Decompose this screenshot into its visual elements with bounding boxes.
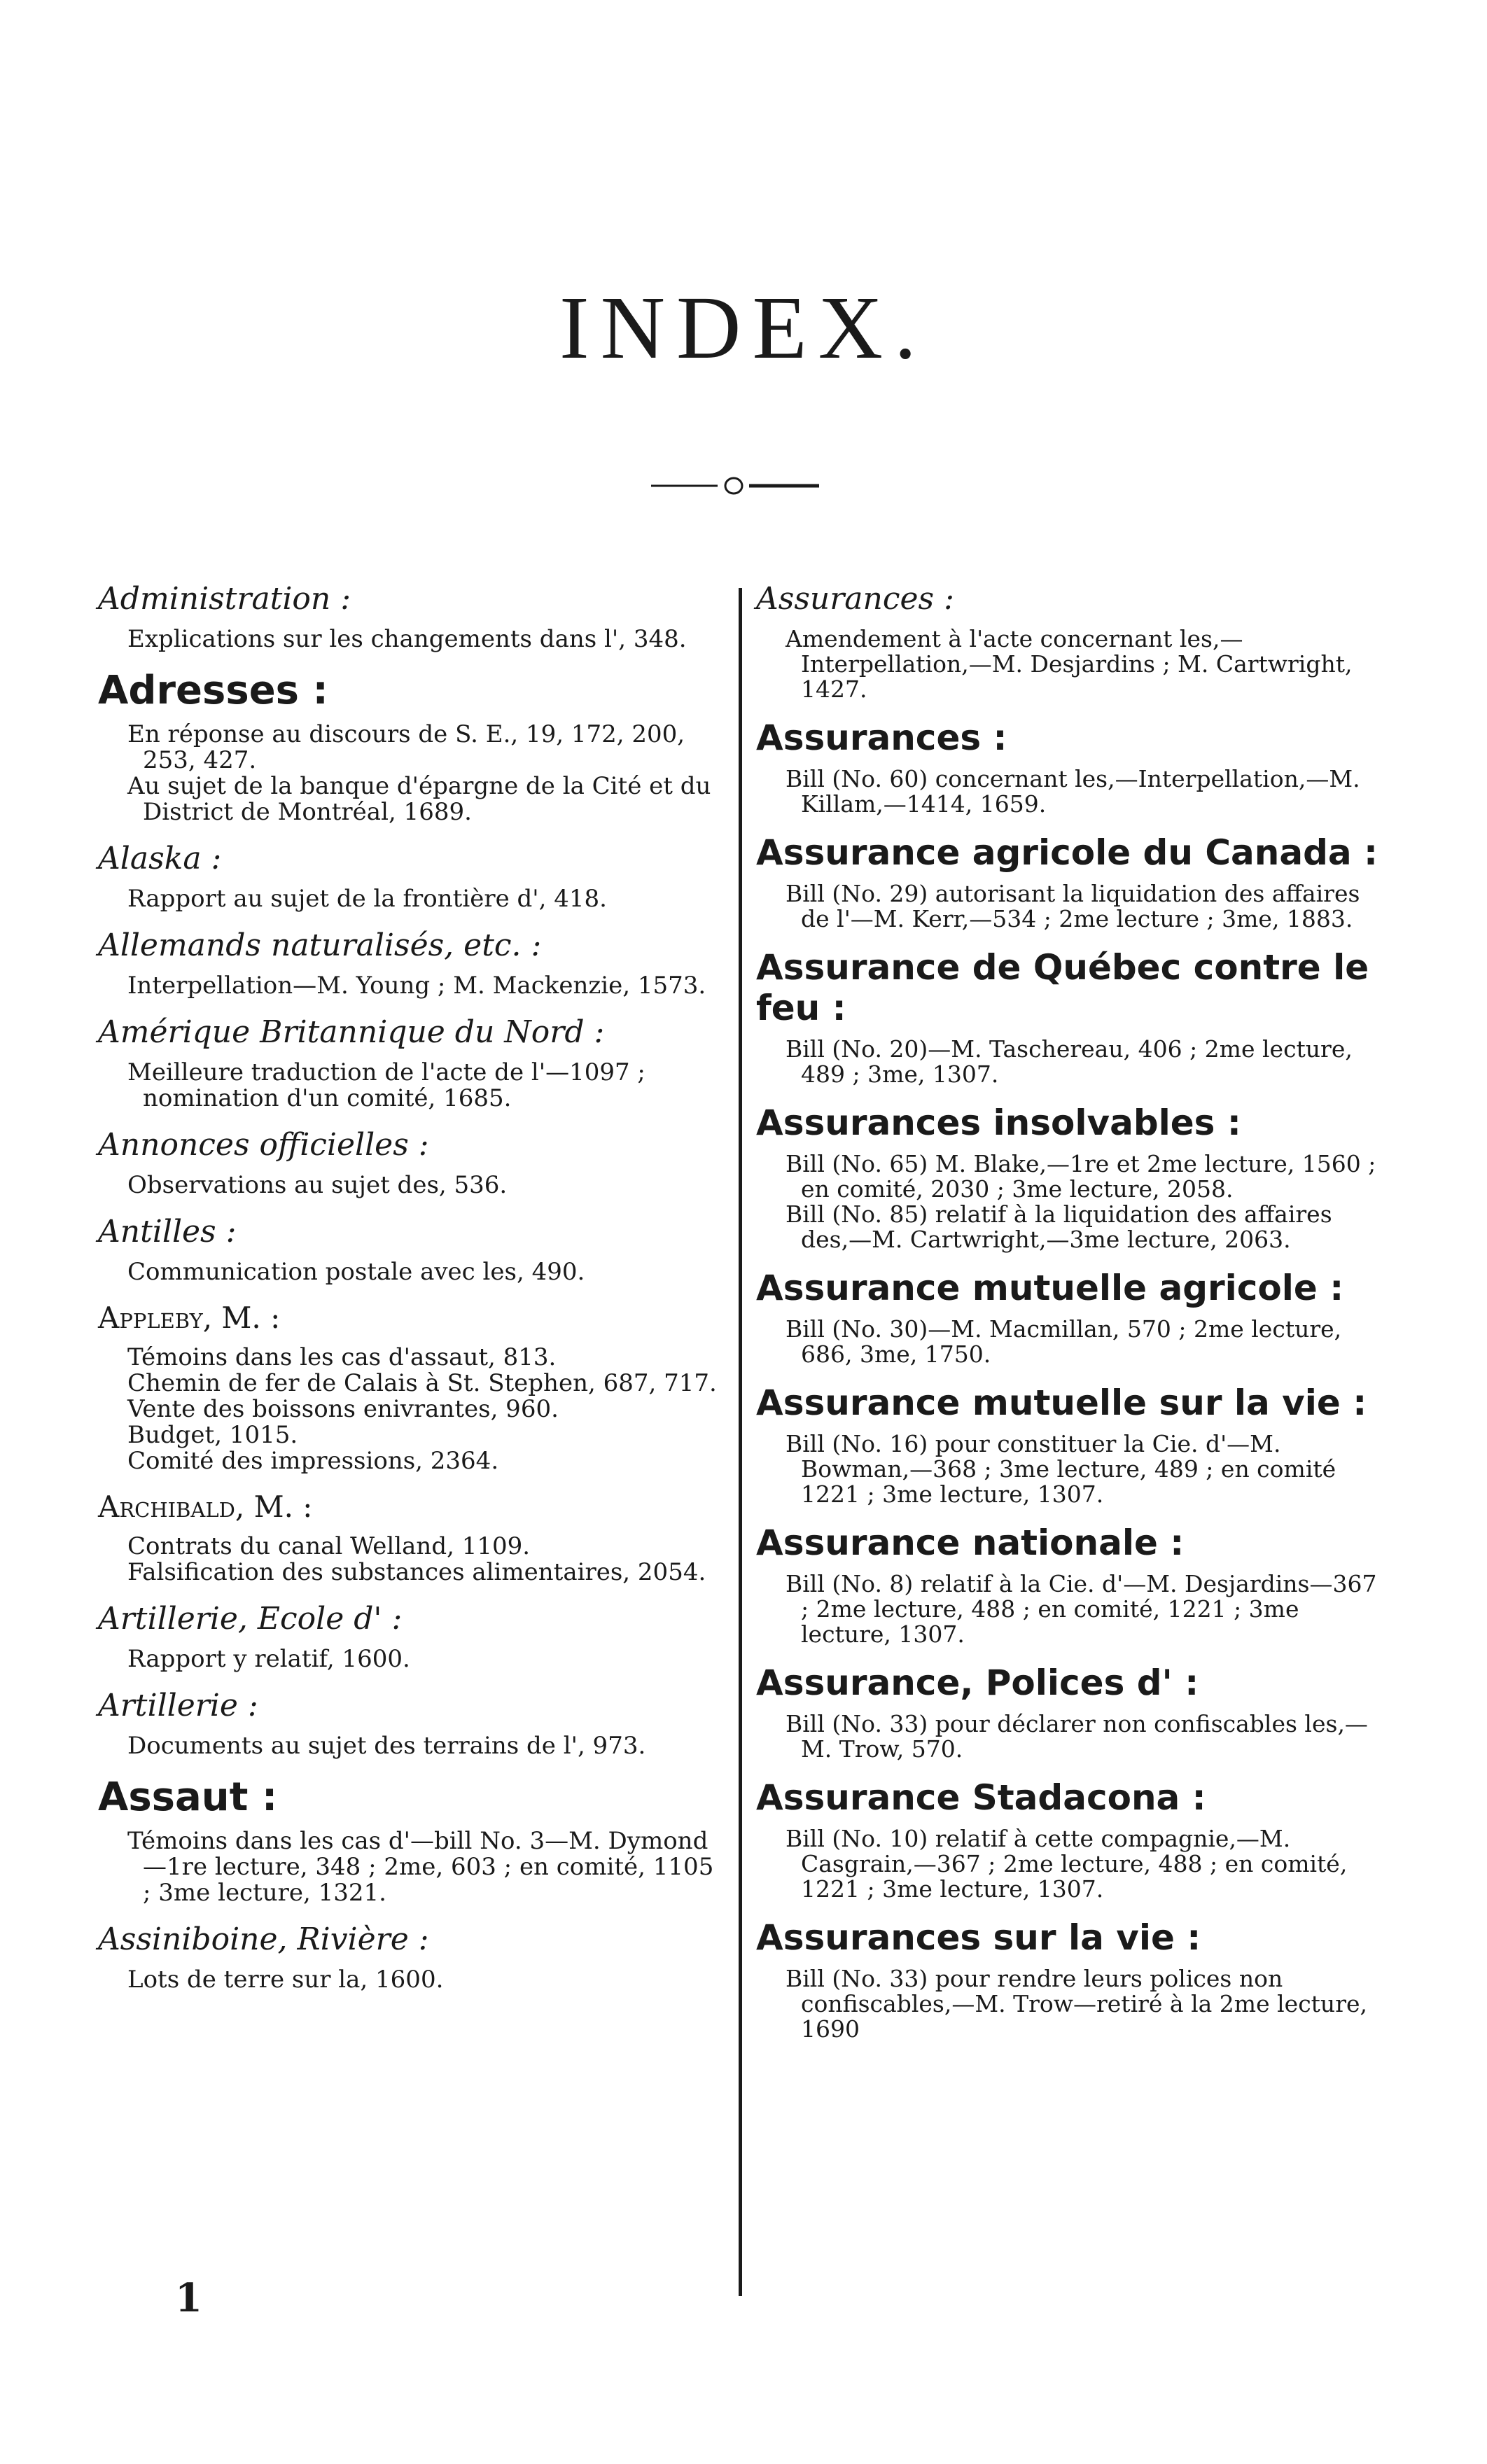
column-divider: [739, 588, 742, 2296]
index-section: [98, 1601, 728, 1672]
index-entry: Budget, 1015.: [127, 1421, 298, 1449]
index-entry: Lots de terre sur la, 1600.: [127, 1966, 444, 1994]
index-entry: Chemin de fer de Calais à St. Stephen, 687, 717.: [127, 1369, 717, 1397]
index-section: [756, 1662, 1379, 1762]
index-heading: Assurances :: [756, 581, 954, 617]
page-number: 1: [175, 2275, 202, 2321]
index-heading: Amérique Britannique du Nord :: [98, 1014, 605, 1050]
index-section: [756, 947, 1379, 1087]
index-entry: Amendement à l'acte concernant les,—Interpellation,—M. Desjardins ; M. Cartwright, 1427.: [786, 625, 1353, 703]
index-section: [98, 1774, 728, 1906]
page-title: INDEX.: [559, 278, 928, 377]
index-section: [756, 1777, 1379, 1902]
index-section: [756, 1522, 1379, 1647]
index-section: [98, 581, 728, 652]
index-section: [98, 668, 728, 825]
index-heading: Administration :: [98, 581, 351, 617]
index-heading: Assurance, Polices d' :: [756, 1662, 1199, 1703]
index-entry: Contrats du canal Welland, 1109.: [127, 1532, 531, 1560]
index-entry: Bill (No. 33) pour déclarer non confiscables les,—M. Trow, 570.: [786, 1710, 1368, 1763]
index-section: [98, 1214, 728, 1285]
index-section: [756, 1382, 1379, 1507]
index-section: [756, 1268, 1379, 1367]
index-entry: Bill (No. 8) relatif à la Cie. d'—M. Desjardins—367 ; 2me lecture, 488 ; en comité, 1221 ; 3me lecture, 1307.: [786, 1570, 1377, 1648]
index-entry: Rapport au sujet de la frontière d', 418.: [127, 885, 607, 913]
index-heading: Allemands naturalisés, etc. :: [98, 927, 542, 963]
index-heading: Artillerie, Ecole d' :: [98, 1601, 403, 1637]
ornament-divider: [651, 473, 819, 498]
index-entry: Meilleure traduction de l'acte de l'—1097 ; nomination d'un comité, 1685.: [127, 1058, 645, 1112]
index-heading: Assaut :: [98, 1774, 278, 1820]
right-column: [756, 581, 1379, 2057]
left-column: [98, 581, 728, 2008]
index-section: [756, 718, 1379, 817]
index-entry: Bill (No. 65) M. Blake,—1re et 2me lecture, 1560 ; en comité, 2030 ; 3me lecture, 2058.: [786, 1150, 1376, 1203]
index-entry: Observations au sujet des, 536.: [127, 1171, 508, 1199]
index-entry: Bill (No. 60) concernant les,—Interpellation,—M. Killam,—1414, 1659.: [786, 765, 1360, 818]
index-heading: Assurance mutuelle sur la vie :: [756, 1382, 1367, 1423]
index-entry: Au sujet de la banque d'épargne de la Cité et du District de Montréal, 1689.: [127, 772, 711, 826]
index-heading: Adresses :: [98, 668, 328, 713]
index-heading: Archibald, M. :: [98, 1490, 313, 1524]
index-heading: Annonces officielles :: [98, 1127, 429, 1163]
index-heading: Assurance de Québec contre le feu :: [756, 947, 1369, 1028]
index-entry: Témoins dans les cas d'—bill No. 3—M. Dymond—1re lecture, 348 ; 2me, 603 ; en comité, 1105 ; 3me lecture, 1321.: [127, 1827, 714, 1907]
index-section: [756, 832, 1379, 932]
index-heading: Assurance agricole du Canada :: [756, 832, 1378, 873]
index-entry: Explications sur les changements dans l', 348.: [127, 625, 687, 653]
index-entry: Bill (No. 85) relatif à la liquidation des affaires des,—M. Cartwright,—3me lecture, 2063.: [786, 1200, 1332, 1253]
index-section: [98, 1127, 728, 1198]
index-heading: Assurances :: [756, 718, 1007, 758]
index-heading: Appleby, M. :: [98, 1301, 281, 1335]
index-section: [756, 1917, 1379, 2042]
index-entry: Interpellation—M. Young ; M. Mackenzie, 1573.: [127, 972, 706, 1000]
index-entry: Falsification des substances alimentaires, 2054.: [127, 1558, 706, 1586]
index-section: [98, 1490, 728, 1586]
index-heading: Assurance Stadacona :: [756, 1777, 1206, 1818]
index-heading: Assurances insolvables :: [756, 1102, 1241, 1143]
index-entry: Communication postale avec les, 490.: [127, 1258, 585, 1286]
index-entry: Rapport y relatif, 1600.: [127, 1645, 410, 1673]
index-heading: Assiniboine, Rivière :: [98, 1921, 429, 1957]
index-entry: Bill (No. 33) pour rendre leurs polices non confiscables,—M. Trow—retiré à la 2me lecture, 1690: [786, 1965, 1367, 2043]
index-entry: Témoins dans les cas d'assaut, 813.: [127, 1343, 557, 1371]
index-section: [98, 1921, 728, 1993]
index-heading: Antilles :: [98, 1214, 237, 1250]
index-section: [756, 581, 1379, 702]
index-heading: Assurance mutuelle agricole :: [756, 1268, 1344, 1308]
index-heading: Alaska :: [98, 841, 222, 876]
index-section: [98, 841, 728, 912]
index-section: [98, 1301, 728, 1474]
index-entry: Bill (No. 16) pour constituer la Cie. d'—M. Bowman,—368 ; 3me lecture, 489 ; en comité 1221 ; 3me lecture, 1307.: [786, 1430, 1336, 1508]
index-section: [756, 1102, 1379, 1252]
index-heading: Assurance nationale :: [756, 1522, 1185, 1563]
index-entry: En réponse au discours de S. E., 19, 172, 200, 253, 427.: [127, 720, 685, 774]
index-entry: Vente des boissons enivrantes, 960.: [127, 1395, 559, 1423]
index-entry: Comité des impressions, 2364.: [127, 1447, 499, 1475]
index-entry: Bill (No. 20)—M. Taschereau, 406 ; 2me lecture, 489 ; 3me, 1307.: [786, 1035, 1353, 1088]
index-entry: Bill (No. 29) autorisant la liquidation des affaires de l'—M. Kerr,—534 ; 2me lecture ; 3me, 1883.: [786, 880, 1360, 932]
index-heading: Assurances sur la vie :: [756, 1917, 1201, 1958]
index-entry: Bill (No. 30)—M. Macmillan, 570 ; 2me lecture, 686, 3me, 1750.: [786, 1315, 1342, 1368]
index-entry: Bill (No. 10) relatif à cette compagnie,—M. Casgrain,—367 ; 2me lecture, 488 ; en comité, 1221 ; 3me lecture, 1307.: [786, 1825, 1348, 1903]
index-section: [98, 1688, 728, 1759]
index-section: [98, 1014, 728, 1112]
index-section: [98, 927, 728, 999]
index-entry: Documents au sujet des terrains de l', 973.: [127, 1732, 646, 1760]
index-heading: Artillerie :: [98, 1688, 258, 1723]
